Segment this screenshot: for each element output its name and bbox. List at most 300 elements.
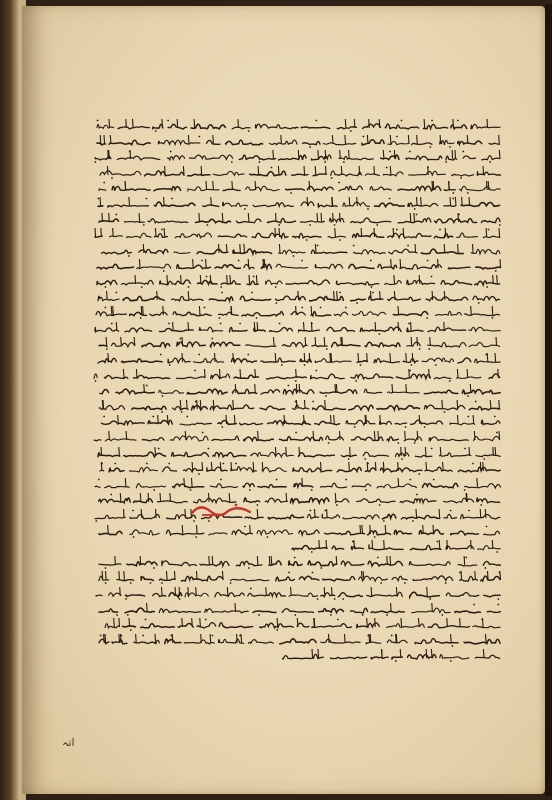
- script-dot: [336, 504, 338, 506]
- script-word: [378, 265, 397, 269]
- script-word: [148, 421, 172, 425]
- script-dot: [347, 458, 349, 460]
- script-ascender: [174, 571, 175, 580]
- script-word: [168, 358, 190, 363]
- script-ascender: [226, 415, 227, 424]
- script-ascender: [383, 540, 384, 549]
- script-word: [212, 436, 239, 440]
- script-ascender: [312, 306, 313, 315]
- script-dot: [453, 198, 455, 200]
- script-dot: [221, 426, 223, 428]
- script-dot: [212, 338, 214, 340]
- script-ascender: [433, 525, 434, 534]
- script-word: [297, 623, 309, 627]
- script-dot: [168, 463, 170, 465]
- script-ascender: [163, 306, 164, 315]
- script-ascender: [395, 150, 396, 159]
- script-word: [125, 608, 154, 613]
- script-ascender: [476, 478, 477, 487]
- script-word: [95, 327, 119, 332]
- script-ascender: [487, 571, 488, 580]
- script-dot: [338, 182, 340, 184]
- script-word: [458, 141, 482, 144]
- script-word: [252, 233, 288, 238]
- script-word: [223, 202, 248, 206]
- script-dot: [116, 614, 118, 616]
- script-ascender: [273, 150, 274, 159]
- script-word: [346, 421, 375, 426]
- script-word: [292, 546, 327, 550]
- script-ascender: [248, 259, 249, 268]
- text-line: [96, 461, 502, 475]
- script-word: [266, 499, 288, 503]
- script-dot: [248, 489, 250, 491]
- script-ascender: [499, 228, 500, 237]
- script-ascender: [392, 384, 393, 393]
- script-word: [312, 155, 332, 160]
- script-ascender: [330, 353, 331, 362]
- script-dot: [404, 582, 406, 584]
- script-word: [109, 140, 150, 145]
- script-dot: [311, 551, 313, 553]
- script-ascender: [333, 213, 334, 222]
- script-word: [474, 436, 500, 440]
- script-dot: [180, 338, 182, 340]
- script-word: [282, 608, 313, 612]
- script-dot: [311, 322, 313, 324]
- script-word: [481, 577, 500, 582]
- script-word: [207, 467, 227, 471]
- script-dot: [419, 348, 421, 350]
- script-word: [213, 171, 244, 175]
- script-word: [162, 561, 197, 566]
- script-dot: [256, 317, 258, 319]
- script-dot: [212, 634, 214, 636]
- script-ascender: [368, 135, 369, 144]
- script-word: [253, 203, 293, 207]
- script-ascender: [108, 150, 109, 159]
- script-word: [210, 484, 237, 488]
- script-dot: [198, 354, 200, 356]
- script-dot: [310, 146, 312, 148]
- script-word: [428, 327, 466, 332]
- script-ascender: [459, 618, 460, 627]
- script-dot: [401, 458, 403, 460]
- script-word: [326, 436, 344, 440]
- script-word: [362, 139, 384, 144]
- script-ascender: [113, 306, 114, 315]
- script-ascender: [419, 415, 420, 424]
- script-ascender: [107, 337, 108, 346]
- script-word: [99, 564, 121, 565]
- script-dot: [389, 198, 391, 200]
- script-ascender: [119, 571, 120, 580]
- script-dot: [371, 286, 373, 288]
- script-ascender: [437, 259, 438, 268]
- script-word: [446, 546, 473, 550]
- script-ascender: [210, 634, 211, 643]
- script-word: [352, 484, 371, 487]
- script-word: [178, 624, 193, 628]
- script-dot: [301, 260, 303, 262]
- script-ascender: [354, 540, 355, 549]
- script-dot: [473, 603, 475, 605]
- script-ascender: [222, 571, 223, 580]
- script-word: [242, 312, 283, 316]
- script-word: [408, 171, 445, 175]
- script-word: [363, 452, 388, 457]
- script-ascender: [427, 587, 428, 596]
- script-ascender: [375, 322, 376, 331]
- script-word: [123, 296, 164, 300]
- script-word: [260, 406, 285, 410]
- script-word: [102, 250, 132, 254]
- script-ascender: [100, 197, 101, 206]
- script-ascender: [331, 587, 332, 596]
- script-word: [398, 187, 441, 192]
- script-dot: [110, 322, 112, 324]
- script-ascender: [401, 649, 402, 658]
- script-ascender: [453, 119, 454, 128]
- script-word: [365, 468, 375, 472]
- script-ascender: [167, 275, 168, 284]
- script-word: [339, 156, 373, 160]
- script-ascender: [148, 493, 149, 502]
- script-word: [395, 452, 408, 456]
- text-line: [91, 149, 502, 163]
- script-word: [270, 140, 298, 145]
- script-ascender: [286, 493, 287, 502]
- script-word: [240, 155, 276, 160]
- folio-number: اتہ: [62, 736, 75, 749]
- script-dot: [294, 614, 296, 616]
- script-dot: [146, 385, 148, 387]
- script-word: [473, 626, 500, 628]
- script-word: [363, 124, 381, 129]
- script-word: [425, 405, 465, 410]
- script-dot: [418, 473, 420, 475]
- script-word: [283, 343, 308, 347]
- script-word: [448, 268, 470, 270]
- script-ascender: [183, 166, 184, 175]
- script-dot: [310, 510, 312, 512]
- script-dot: [162, 411, 164, 413]
- script-word: [383, 172, 403, 176]
- script-word: [464, 639, 500, 643]
- script-ascender: [371, 291, 372, 300]
- script-dot: [444, 411, 446, 413]
- script-word: [444, 206, 456, 207]
- script-dot: [205, 619, 207, 621]
- script-word: [95, 515, 125, 518]
- script-ascender: [391, 135, 392, 144]
- script-dot: [449, 380, 451, 382]
- script-word: [311, 374, 345, 379]
- script-dot: [219, 317, 221, 319]
- script-word: [475, 267, 500, 269]
- script-word: [392, 577, 407, 581]
- script-dot: [104, 567, 106, 569]
- script-dot: [270, 166, 272, 168]
- script-word: [99, 346, 107, 347]
- script-word: [171, 436, 209, 441]
- script-word: [313, 406, 346, 410]
- script-dot: [458, 213, 460, 215]
- script-ascender: [384, 150, 385, 159]
- script-ascender: [109, 431, 110, 440]
- script-ascender: [108, 353, 109, 362]
- script-ascender: [370, 525, 371, 534]
- script-ascender: [374, 228, 375, 237]
- script-ascender: [181, 275, 182, 284]
- script-ascender: [361, 571, 362, 580]
- script-word: [409, 561, 450, 565]
- script-word: [144, 171, 183, 176]
- script-dot: [439, 229, 441, 231]
- script-ascender: [371, 587, 372, 596]
- script-word: [455, 611, 480, 613]
- script-ascender: [146, 603, 147, 612]
- script-word: [232, 530, 252, 535]
- script-ascender: [418, 618, 419, 627]
- script-ascender: [95, 228, 96, 237]
- script-word: [404, 437, 422, 441]
- script-ascender: [143, 306, 144, 315]
- script-ascender: [420, 275, 421, 284]
- script-dot: [414, 442, 416, 444]
- script-word: [298, 452, 334, 456]
- script-word: [288, 561, 301, 565]
- script-ascender: [456, 197, 457, 206]
- script-dot: [383, 520, 385, 522]
- script-word: [481, 218, 500, 223]
- script-ascender: [467, 493, 468, 502]
- script-ascender: [425, 447, 426, 456]
- script-ascender: [410, 213, 411, 222]
- script-word: [320, 483, 346, 488]
- script-word: [98, 358, 116, 363]
- script-word: [322, 577, 354, 581]
- script-word: [337, 281, 379, 285]
- script-ascender: [175, 587, 176, 596]
- script-dot: [95, 520, 97, 522]
- script-ascender: [317, 213, 318, 222]
- script-dot: [160, 354, 162, 356]
- script-word: [99, 189, 106, 190]
- script-ascender: [105, 571, 106, 580]
- script-dot: [495, 270, 497, 272]
- script-ascender: [315, 166, 316, 175]
- script-word: [464, 483, 500, 487]
- script-dot: [259, 161, 261, 163]
- script-word: [364, 389, 381, 393]
- script-dot: [221, 286, 223, 288]
- script-ascender: [336, 384, 337, 393]
- script-word: [444, 514, 457, 518]
- script-dot: [352, 541, 354, 543]
- script-dot: [496, 551, 498, 553]
- script-ascender: [129, 197, 130, 206]
- script-ascender: [390, 353, 391, 362]
- text-line: [275, 648, 502, 662]
- script-ascender: [493, 306, 494, 315]
- script-word: [422, 483, 457, 488]
- script-ascender: [275, 353, 276, 362]
- script-dot: [161, 229, 163, 231]
- script-dot: [359, 364, 361, 366]
- script-word: [129, 468, 157, 473]
- script-word: [365, 174, 379, 176]
- script-word: [351, 218, 391, 223]
- script-ascender: [155, 228, 156, 237]
- script-dot: [125, 598, 127, 600]
- script-word: [473, 296, 500, 300]
- script-word: [468, 327, 500, 331]
- script-ascender: [340, 213, 341, 222]
- script-ascender: [156, 509, 157, 518]
- script-word: [482, 156, 500, 160]
- script-word: [487, 611, 500, 612]
- script-dot: [207, 447, 209, 449]
- script-ascender: [170, 493, 171, 502]
- script-dot: [342, 598, 344, 600]
- script-word: [116, 389, 154, 394]
- script-dot: [155, 130, 157, 132]
- script-ascender: [395, 291, 396, 300]
- script-word: [368, 530, 391, 534]
- script-word: [353, 233, 384, 238]
- script-dot: [258, 614, 260, 616]
- script-word: [359, 577, 388, 582]
- script-dot: [436, 541, 438, 543]
- script-ascender: [491, 400, 492, 409]
- script-dot: [373, 291, 375, 293]
- script-ascender: [442, 462, 443, 471]
- script-dot: [396, 135, 398, 137]
- script-ascender: [426, 462, 427, 471]
- script-dot: [281, 364, 283, 366]
- script-word: [134, 499, 153, 503]
- script-ascender: [398, 478, 399, 487]
- script-word: [261, 264, 271, 268]
- script-ascender: [325, 400, 326, 409]
- script-dot: [478, 302, 480, 304]
- script-dot: [288, 572, 290, 574]
- script-ascender: [227, 275, 228, 284]
- script-ascender: [160, 493, 161, 502]
- script-word: [98, 296, 119, 301]
- script-ascender: [103, 400, 104, 409]
- script-dot: [377, 556, 379, 558]
- script-dot: [483, 458, 485, 460]
- script-ascender: [164, 228, 165, 237]
- script-dot: [441, 614, 443, 616]
- script-ascender: [321, 213, 322, 222]
- script-ascender: [345, 119, 346, 128]
- script-dot: [374, 536, 376, 538]
- script-dot: [432, 478, 434, 480]
- script-ascender: [104, 135, 105, 144]
- script-ascender: [197, 400, 198, 409]
- rubric-heading: [188, 499, 258, 521]
- script-ascender: [341, 337, 342, 346]
- script-ascender: [237, 634, 238, 643]
- script-word: [141, 577, 153, 581]
- script-word: [458, 358, 471, 363]
- script-ascender: [257, 322, 258, 331]
- text-line: [92, 586, 502, 600]
- script-ascender: [331, 353, 332, 362]
- script-dot: [169, 364, 171, 366]
- script-ascender: [484, 649, 485, 658]
- script-dot: [446, 161, 448, 163]
- script-ascender: [104, 634, 105, 643]
- script-ascender: [332, 197, 333, 206]
- script-ascender: [445, 228, 446, 237]
- script-word: [321, 593, 335, 597]
- script-ascender: [119, 618, 120, 627]
- script-ascender: [182, 337, 183, 346]
- script-word: [299, 530, 319, 535]
- script-dot: [262, 260, 264, 262]
- text-line: [94, 290, 502, 304]
- script-ascender: [192, 618, 193, 627]
- script-word: [351, 374, 393, 379]
- script-word: [184, 640, 214, 644]
- script-word: [484, 531, 500, 535]
- script-dot: [490, 161, 492, 163]
- script-ascender: [129, 618, 130, 627]
- script-ascender: [455, 150, 456, 159]
- script-ascender: [417, 337, 418, 346]
- text-line: [91, 524, 502, 538]
- script-ascender: [326, 540, 327, 549]
- script-ascender: [137, 369, 138, 378]
- script-dot: [396, 229, 398, 231]
- script-ascender: [447, 540, 448, 549]
- script-ascender: [105, 634, 106, 643]
- script-ascender: [257, 275, 258, 284]
- text-line: [95, 602, 503, 616]
- script-ascender: [462, 197, 463, 206]
- script-ascender: [202, 462, 203, 471]
- script-ascender: [416, 509, 417, 518]
- script-word: [471, 124, 500, 129]
- script-word: [343, 202, 370, 206]
- script-word: [108, 205, 149, 207]
- script-dot: [385, 166, 387, 168]
- script-dot: [427, 317, 429, 319]
- script-ascender: [367, 618, 368, 627]
- script-dot: [475, 400, 477, 402]
- script-ascender: [182, 353, 183, 362]
- script-word: [484, 595, 500, 597]
- script-ascender: [290, 587, 291, 596]
- script-word: [99, 531, 122, 534]
- script-word: [451, 531, 479, 535]
- script-dot: [239, 634, 241, 636]
- script-word: [143, 438, 165, 441]
- script-word: [110, 236, 123, 237]
- text-line: [95, 243, 502, 257]
- script-ascender: [430, 337, 431, 346]
- script-ascender: [255, 384, 256, 393]
- script-dot: [239, 322, 241, 324]
- script-ascender: [340, 431, 341, 440]
- text-line: [90, 368, 502, 382]
- script-word: [291, 312, 305, 315]
- script-ascender: [379, 119, 380, 128]
